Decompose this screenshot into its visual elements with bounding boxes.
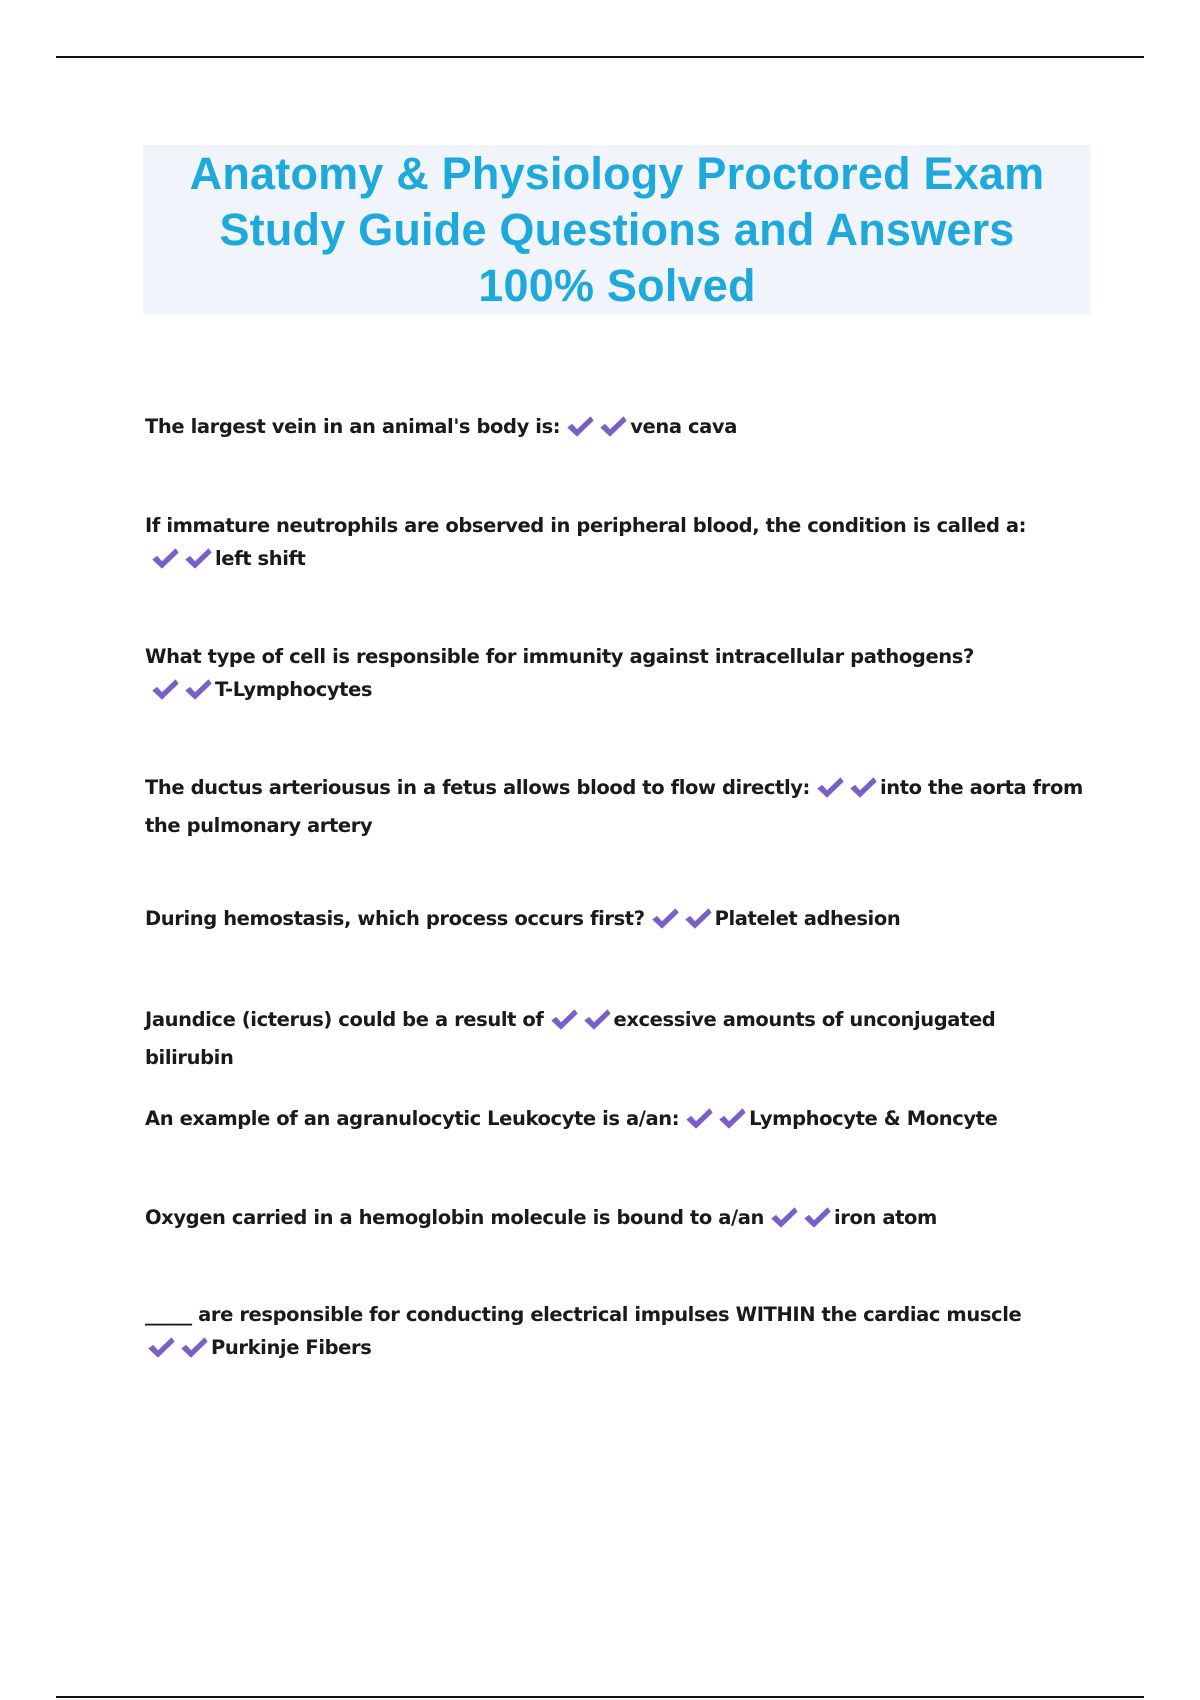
answer-text: Purkinje Fibers — [211, 1336, 372, 1359]
checkmark-icon — [718, 1106, 746, 1130]
bottom-rule — [56, 1696, 1144, 1698]
qa-item — [145, 1003, 1090, 1074]
qa-item — [145, 1298, 1090, 1369]
checkmark-icon — [184, 677, 212, 701]
checkmark-icon — [685, 1106, 713, 1130]
document-title — [190, 146, 1045, 314]
checkmark-icon — [151, 677, 179, 701]
qa-item — [145, 640, 1035, 711]
question-text: The largest vein in an animal's body is: — [145, 415, 561, 438]
answer-text: Lymphocyte & Moncyte — [749, 1107, 998, 1130]
checkmark-icon — [599, 414, 627, 438]
question-text: Oxygen carried in a hemoglobin molecule is bound to a/an — [145, 1206, 764, 1229]
qa-item — [145, 1201, 1090, 1239]
checkmark-icon — [180, 1335, 208, 1359]
answer-text: vena cava — [630, 415, 737, 438]
answer-checks — [151, 677, 212, 711]
checkmark-icon — [151, 546, 179, 570]
qa-item — [145, 902, 1090, 940]
answer-text: iron atom — [833, 1206, 937, 1229]
title-line: Anatomy & Physiology Proctored Exam — [189, 147, 1045, 199]
answer-checks — [770, 1205, 831, 1239]
answer-checks — [151, 546, 212, 580]
answer-text: Platelet adhesion — [714, 907, 901, 930]
answer-checks — [685, 1106, 746, 1140]
answer-checks — [550, 1007, 611, 1041]
qa-item — [145, 1102, 1090, 1140]
checkmark-icon — [147, 1335, 175, 1359]
checkmark-icon — [684, 906, 712, 930]
checkmark-icon — [849, 775, 877, 799]
checkmark-icon — [184, 546, 212, 570]
answer-text: T-Lymphocytes — [215, 678, 373, 701]
checkmark-icon — [816, 775, 844, 799]
checkmark-icon — [566, 414, 594, 438]
checkmark-icon — [583, 1007, 611, 1031]
question-text: If immature neutrophils are observed in peripheral blood, the condition is called a: — [145, 514, 1027, 537]
checkmark-icon — [651, 906, 679, 930]
answer-checks — [651, 906, 712, 940]
question-text: During hemostasis, which process occurs first? — [145, 907, 645, 930]
title-line: 100% Solved — [478, 259, 756, 311]
title-line: Study Guide Questions and Answers — [219, 203, 1015, 255]
question-text: Jaundice (icterus) could be a result of — [145, 1008, 544, 1031]
answer-checks — [816, 775, 877, 809]
checkmark-icon — [550, 1007, 578, 1031]
question-text: An example of an agranulocytic Leukocyte is a/an: — [145, 1107, 680, 1130]
answer-text: left shift — [215, 547, 306, 570]
answer-checks — [147, 1335, 208, 1369]
qa-item — [145, 410, 1090, 448]
title-banner — [143, 145, 1091, 314]
answer-text: into the aorta from the pulmonary artery — [145, 776, 1083, 837]
qa-item — [145, 771, 1090, 842]
checkmark-icon — [803, 1205, 831, 1229]
qa-item — [145, 509, 1085, 580]
answer-text: excessive amounts of unconjugated bilirubin — [145, 1008, 996, 1069]
top-rule — [56, 56, 1144, 58]
question-text: The ductus arteriousus in a fetus allows blood to flow directly: — [145, 776, 810, 799]
answer-checks — [566, 414, 627, 448]
question-text: _____ are responsible for conducting electrical impulses WITHIN the cardiac muscle — [145, 1303, 1022, 1326]
question-text: What type of cell is responsible for immunity against intracellular pathogens? — [145, 645, 974, 668]
checkmark-icon — [770, 1205, 798, 1229]
